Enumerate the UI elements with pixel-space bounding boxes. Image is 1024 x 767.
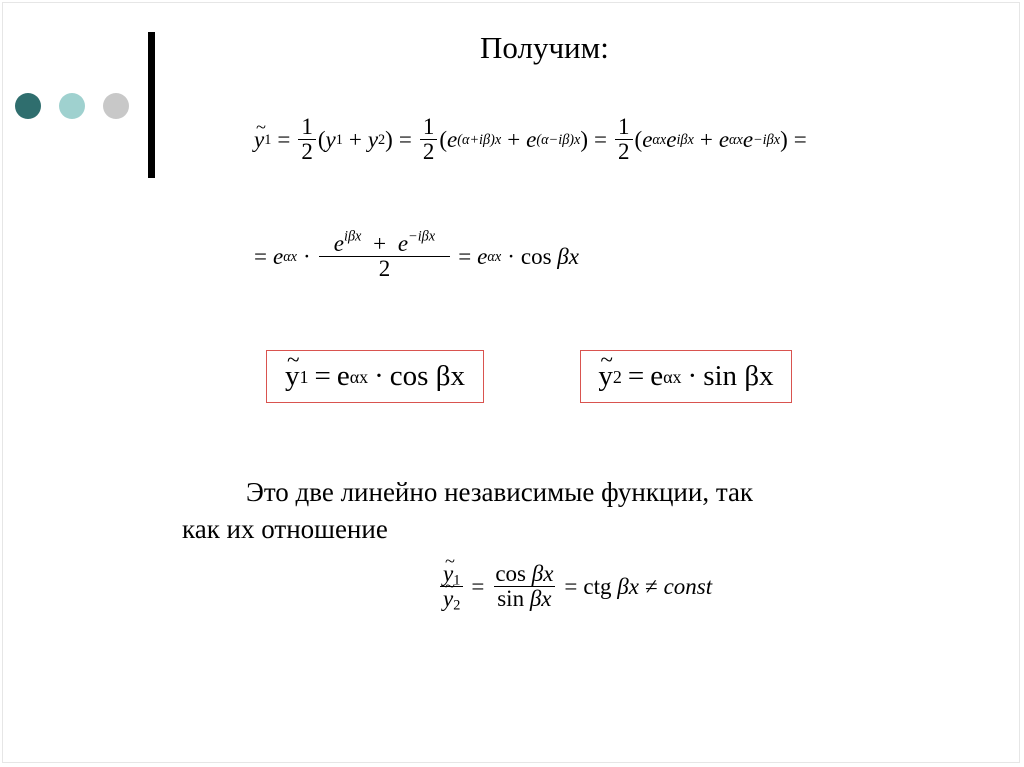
eq1-half3-den: 2 [615, 139, 633, 164]
box2-dot: · [687, 360, 698, 392]
box1-y: ~ y [285, 360, 300, 393]
box1-dot: · [374, 360, 384, 392]
eq2-equals-2: = [458, 243, 472, 269]
eq2-fraction [319, 228, 451, 282]
eq1-equals-2: = [398, 126, 412, 152]
eq2-num-e-1: e [333, 231, 344, 256]
decor-vertical-bar [148, 32, 155, 178]
eq3-cos: cos [495, 561, 526, 586]
eq1-half3-num: 1 [618, 114, 630, 139]
decor-dot-dark [15, 93, 41, 119]
eq1-half-2 [420, 115, 438, 164]
eq3-num-beta-x: βx [531, 561, 554, 586]
eq1-equals-4: = [793, 126, 807, 152]
eq2-e-2: e [477, 243, 488, 269]
eq1-paren-close-2: ) [580, 126, 589, 152]
eq3-trig-fraction [492, 562, 556, 611]
eq1-paren-open-2: ( [439, 126, 447, 152]
eq3-ctg: ctg [583, 573, 612, 599]
eq2-e-1: e [272, 243, 284, 269]
eq1-lhs: ~ y [254, 127, 264, 153]
box1-equals: = [314, 360, 331, 392]
box1-arg: βx [435, 360, 465, 392]
eq1-e-b: e [526, 126, 537, 152]
eq1-half-3 [615, 115, 633, 164]
eq1-equals-3: = [594, 126, 608, 152]
boxed-solution-y2: ~ y 2 = e αx · sin βx [580, 350, 792, 403]
eq1-half2-num: 1 [422, 114, 435, 139]
eq1-plus-3: + [699, 126, 713, 152]
eq3-den-y: ~ y [443, 587, 453, 611]
eq3-ratio-fraction [440, 561, 463, 614]
box1-e: e [336, 360, 350, 392]
eq1-e-e: e [718, 126, 730, 152]
eq1-plus-2: + [507, 126, 521, 152]
box2-e: e [650, 360, 664, 392]
slide-title: Получим: [480, 30, 609, 65]
eq2-beta-x: βx [557, 243, 579, 269]
eq3-equals-2: = [564, 573, 578, 599]
paragraph-line-1: Это две линейно независимые функции, так [246, 477, 754, 507]
eq3-equals-1: = [471, 573, 485, 599]
eq1-y1: y [325, 126, 336, 152]
eq3-const: const [663, 573, 713, 599]
eq3-ctg-beta-x: βx [617, 573, 639, 599]
eq1-paren-open-1: ( [317, 126, 326, 152]
eq1-half-den: 2 [298, 139, 316, 164]
eq1-plus-1: + [348, 126, 362, 152]
eq1-half-num: 1 [301, 114, 313, 139]
decor-dot-gray [103, 93, 129, 119]
eq2-numerator [331, 228, 438, 256]
eq1-e-c: e [642, 126, 653, 152]
eq3-sin: sin [497, 586, 525, 612]
eq3-trig-den [494, 586, 554, 611]
eq2-dot-2: · [507, 243, 515, 269]
eq3-num-y: ~ y [443, 562, 453, 586]
decor-dot-light [59, 93, 85, 119]
eq1-e-a: e [447, 126, 458, 152]
box2-y: ~ y [598, 360, 613, 393]
eq1-paren-close-3: ) [780, 126, 788, 152]
box1-func: cos [389, 360, 429, 392]
eq2-num-e-2: e [397, 231, 409, 256]
box2-arg: βx [744, 360, 774, 392]
eq2-num-exp-1: iβx [344, 228, 362, 245]
eq2-num-exp-2: −iβx [408, 228, 436, 245]
paragraph-line-2: как их отношение [182, 514, 388, 544]
eq1-e-f: e [742, 126, 754, 152]
eq1-e-d: e [666, 126, 677, 152]
eq3-not-equal: ≠ [644, 573, 658, 599]
eq2-denominator: 2 [319, 256, 451, 281]
equation-3 [438, 561, 713, 614]
eq2-num-plus: + [373, 231, 387, 256]
eq3-num-sub: 1 [453, 572, 461, 589]
equation-1: ~ y 1 = $\frac{1}{2}$ ( y 1 + y 2 ) = $\frac{1}{2}$ ( e (α+iβ)x + e (α−iβ)x ) = $\frac{1}{2}$ ( e αx e iβx + e αx e −iβx ) = [254, 115, 813, 164]
eq3-den-sub: 2 [453, 597, 461, 614]
box2-func: sin [703, 360, 738, 392]
eq2-dot-1: · [303, 243, 311, 269]
eq1-half2-den: 2 [420, 139, 438, 164]
eq3-ratio-den [440, 586, 463, 614]
eq2-equals-1: = [254, 243, 267, 269]
eq3-trig-num [492, 562, 556, 586]
equation-2: = e αx · $\frac{e^{i\beta x} + e^{-i\beta x}}{2}$ = e αx · cos βx [254, 228, 579, 282]
boxed-solution-y1: ~ y 1 = e αx · cos βx [266, 350, 484, 403]
eq1-paren-close-1: ) [385, 126, 393, 152]
eq1-equals-1: = [277, 126, 291, 152]
eq2-cos: cos [520, 243, 552, 269]
eq1-y2: y [367, 126, 379, 152]
eq3-den-beta-x: βx [529, 586, 552, 612]
eq1-half-1 [298, 115, 316, 164]
box2-equals: = [627, 360, 645, 392]
eq1-paren-open-3: ( [634, 126, 643, 152]
